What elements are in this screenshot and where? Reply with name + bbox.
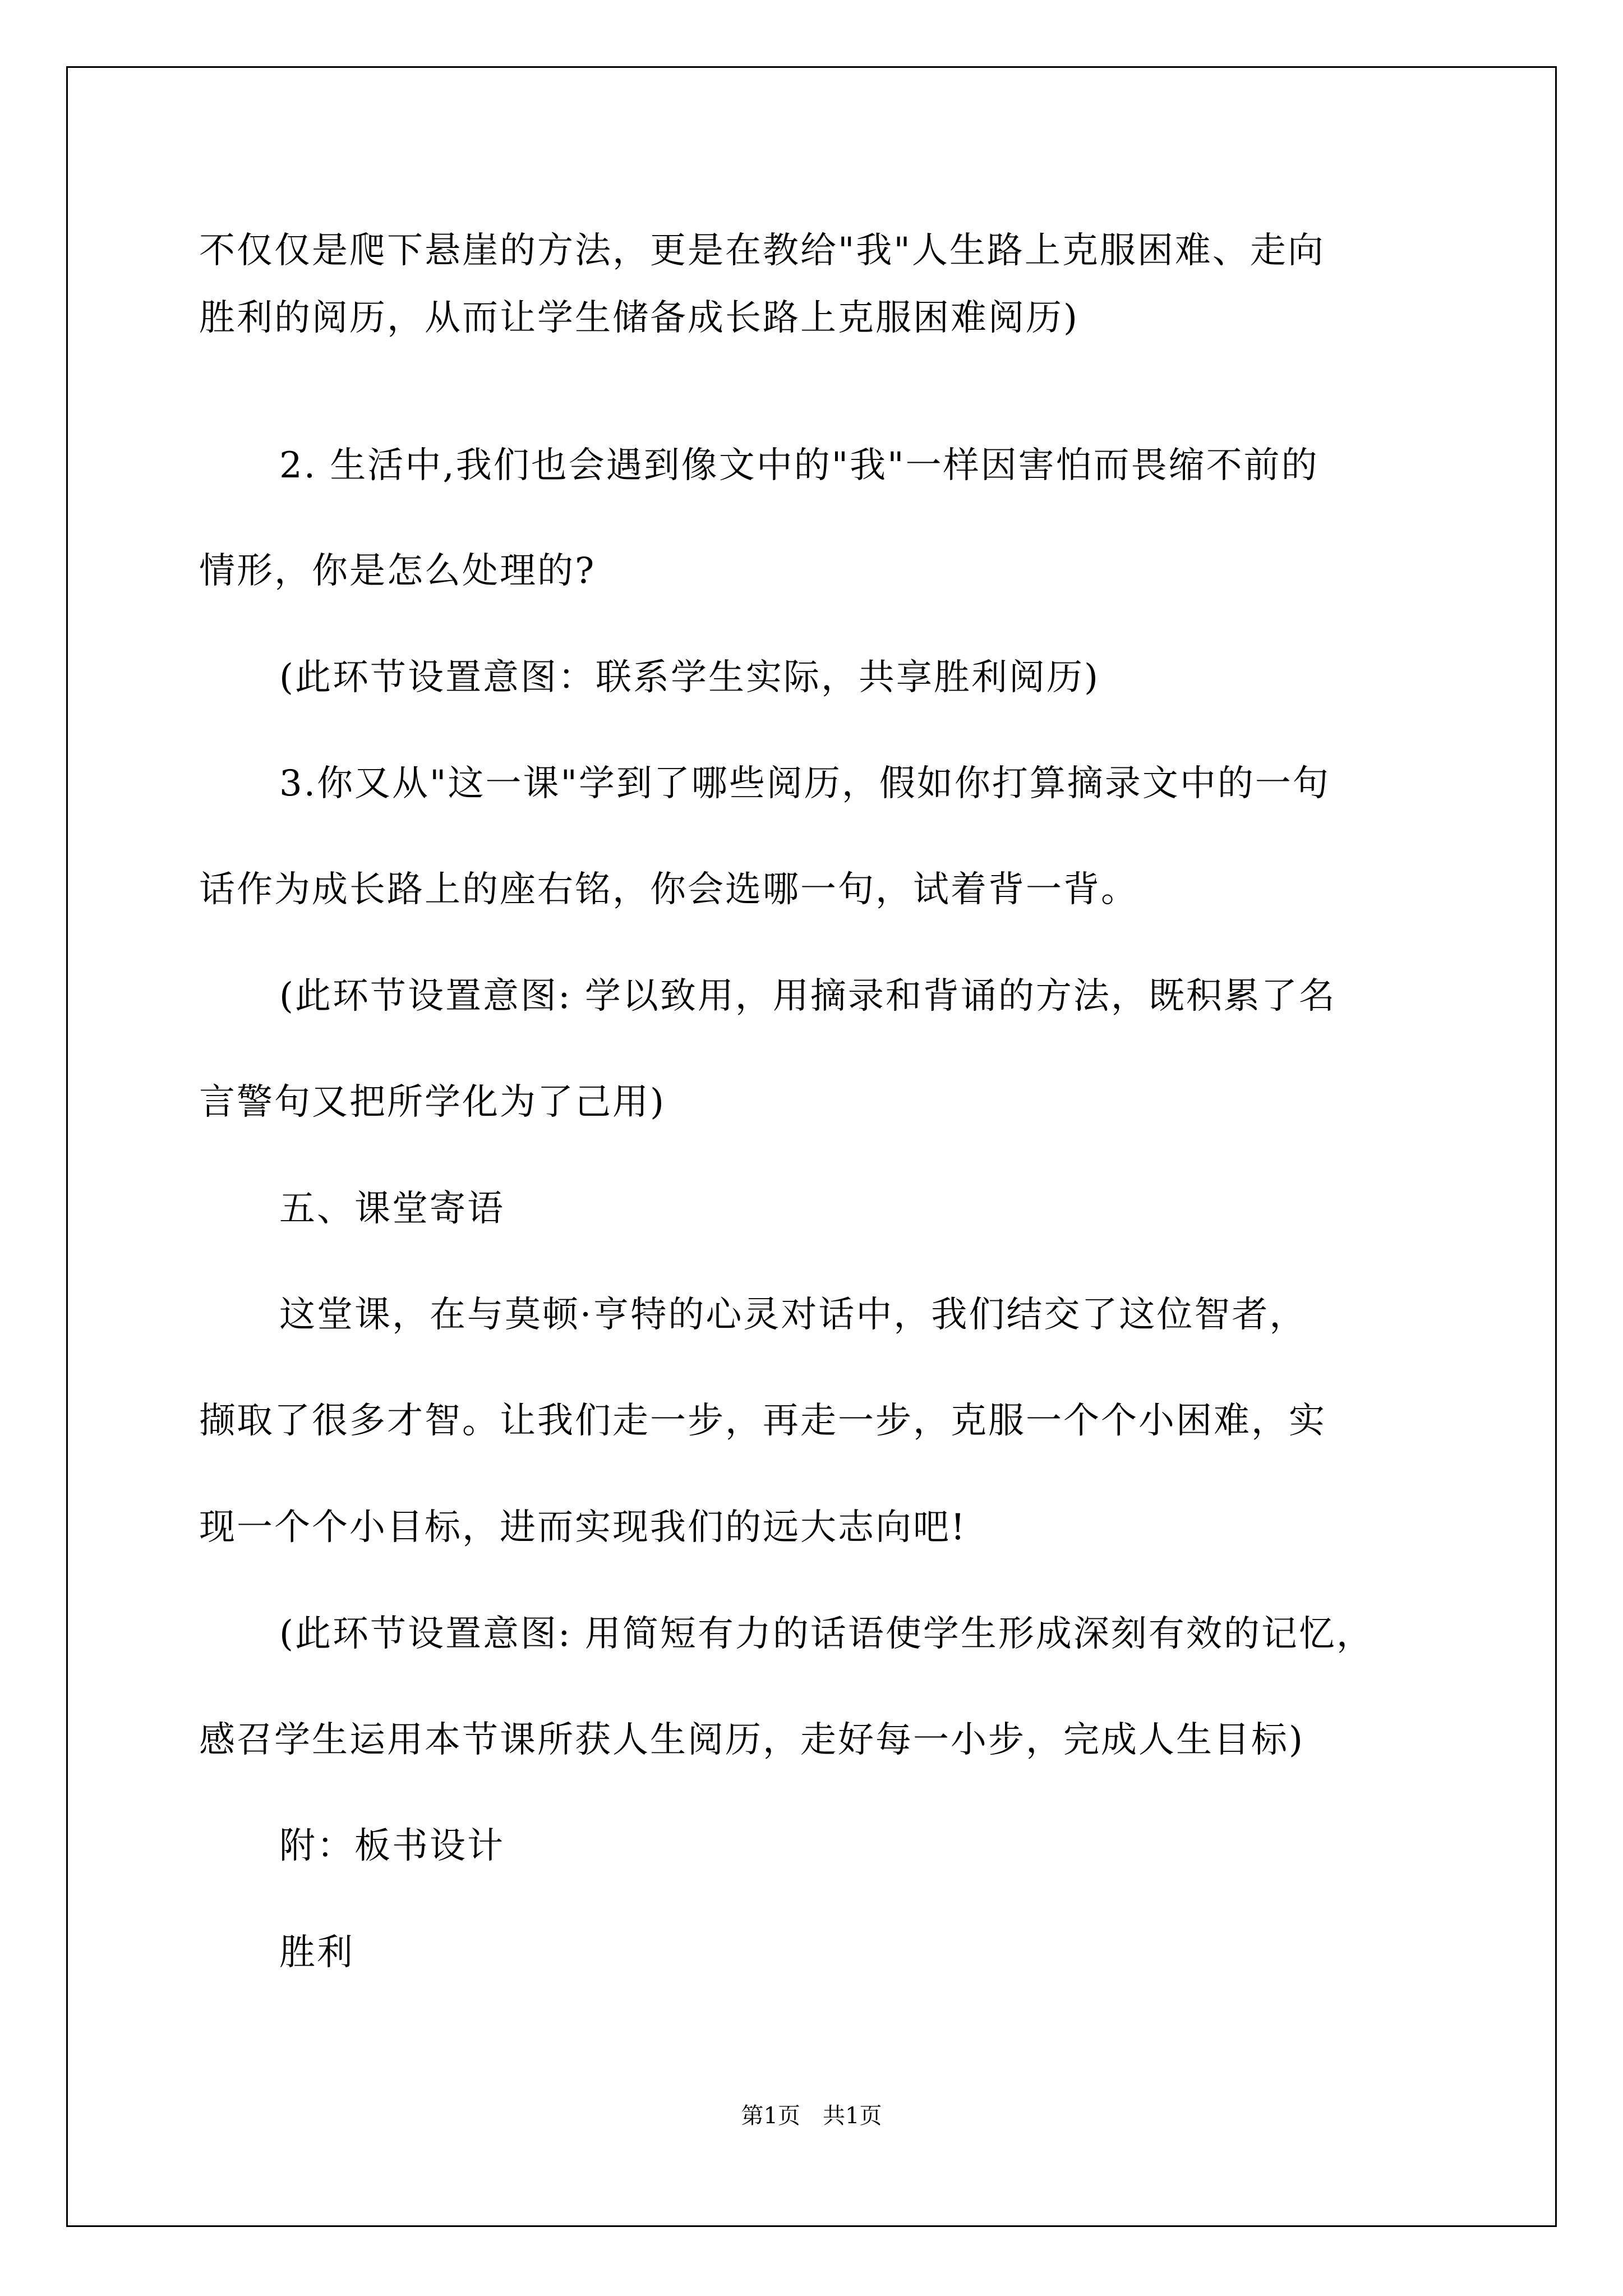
paragraph-line: 现一个个小目标，进而实现我们的远大志向吧!: [199, 1507, 967, 1548]
paragraph-line: 胜利: [279, 1932, 354, 1973]
section-heading: 五、课堂寄语: [279, 1188, 505, 1230]
paragraph-line: 不仅仅是爬下悬崖的方法，更是在教给"我"人生路上克服困难、走向: [199, 230, 1325, 272]
paragraph-line: 撷取了很多才智。让我们走一步，再走一步，克服一个个小困难，实: [199, 1400, 1326, 1442]
paragraph-line: 话作为成长路上的座右铭，你会选哪一句，试着背一背。: [199, 869, 1138, 910]
paragraph-line: 附：板书设计: [279, 1825, 505, 1867]
page-footer: 第1页 共1页: [741, 2103, 882, 2129]
paragraph-line: 2. 生活中,我们也会遇到像文中的"我"一样因害怕而畏缩不前的: [279, 445, 1319, 486]
paragraph-line: 情形，你是怎么处理的?: [199, 550, 596, 592]
paragraph-line: (此环节设置意图：联系学生实际，共享胜利阅历): [279, 657, 1100, 698]
paragraph-line: 3.你又从"这一课"学到了哪些阅历，假如你打算摘录文中的一句: [279, 763, 1330, 804]
paragraph-line: 胜利的阅历，从而让学生储备成长路上克服困难阅历): [199, 297, 1079, 339]
paragraph-line: 感召学生运用本节课所获人生阅历，走好每一小步，完成人生目标): [199, 1719, 1304, 1761]
paragraph-line: 言警句又把所学化为了己用): [199, 1082, 666, 1123]
paragraph-line: (此环节设置意图: 用简短有力的话语使学生形成深刻有效的记忆，: [279, 1613, 1374, 1655]
paragraph-line: 这堂课，在与莫顿·亨特的心灵对话中，我们结交了这位智者，: [279, 1294, 1307, 1336]
page-border: [66, 66, 1557, 2227]
paragraph-line: (此环节设置意图: 学以致用，用摘录和背诵的方法，既积累了名: [279, 976, 1336, 1017]
